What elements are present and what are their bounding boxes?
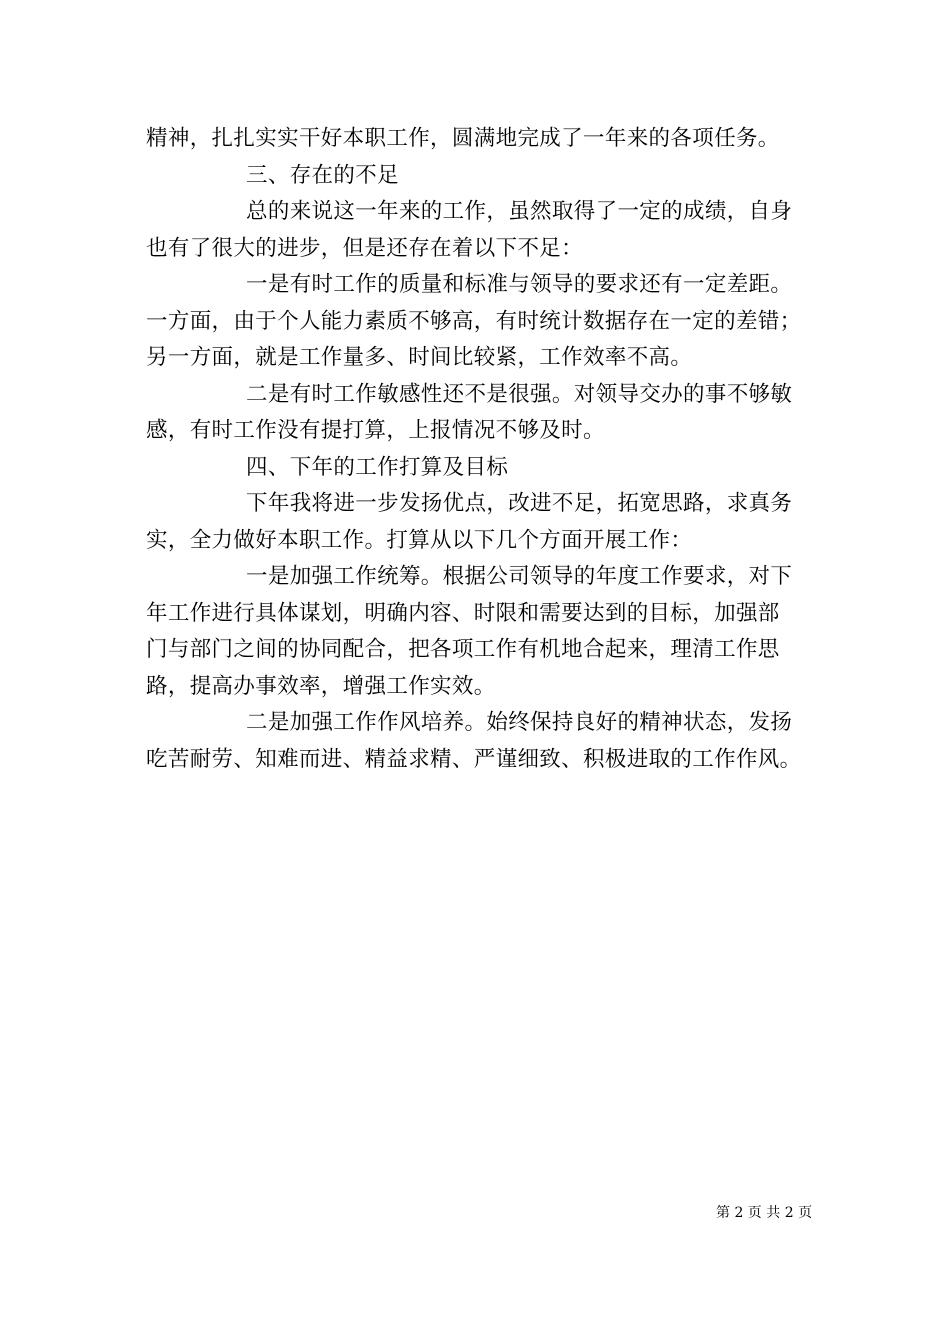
text-line: 一方面，由于个人能力素质不够高，有时统计数据存在一定的差错； [146,308,802,334]
section-heading-next-year-plan: 四、下年的工作打算及目标 [246,454,509,480]
text-line: 感，有时工作没有提打算，上报情况不够及时。 [146,418,605,443]
text-line: 精神，扎扎实实干好本职工作，圆满地完成了一年来的各项任务。 [146,126,780,151]
text-line: 路，提高办事效率，增强工作实效。 [146,673,496,699]
text-line: 一是加强工作统筹。根据公司领导的年度工作要求，对下 [246,564,793,589]
document-body [146,121,816,778]
text-line: 实，全力做好本职工作。打算从以下几个方面开展工作： [146,527,693,553]
text-line: 年工作进行具体谋划，明确内容、时限和需要达到的目标，加强部 [146,600,780,626]
page-number: 第 2 页 共 2 页 [716,1205,813,1221]
text-line: 另一方面，就是工作量多、时间比较紧，工作效率不高。 [146,345,693,370]
text-line: 二是有时工作敏感性还不是很强。对领导交办的事不够敏 [246,381,793,407]
text-line: 总的来说这一年来的工作，虽然取得了一定的成绩，自身 [246,199,793,224]
text-line: 也有了很大的进步，但是还存在着以下不足： [146,235,584,261]
text-line: 一是有时工作的质量和标准与领导的要求还有一定差距。 [246,272,793,297]
text-line: 二是加强工作作风培养。始终保持良好的精神状态，发扬 [246,710,793,735]
text-line: 门与部门之间的协同配合，把各项工作有机地合起来，理清工作思 [146,637,780,662]
text-line: 吃苦耐劳、知难而进、精益求精、严谨细致、积极进取的工作作风。 [146,746,802,772]
text-line: 下年我将进一步发扬优点，改进不足，拓宽思路，求真务 [246,491,793,516]
section-heading-shortcomings: 三、存在的不足 [246,162,399,188]
